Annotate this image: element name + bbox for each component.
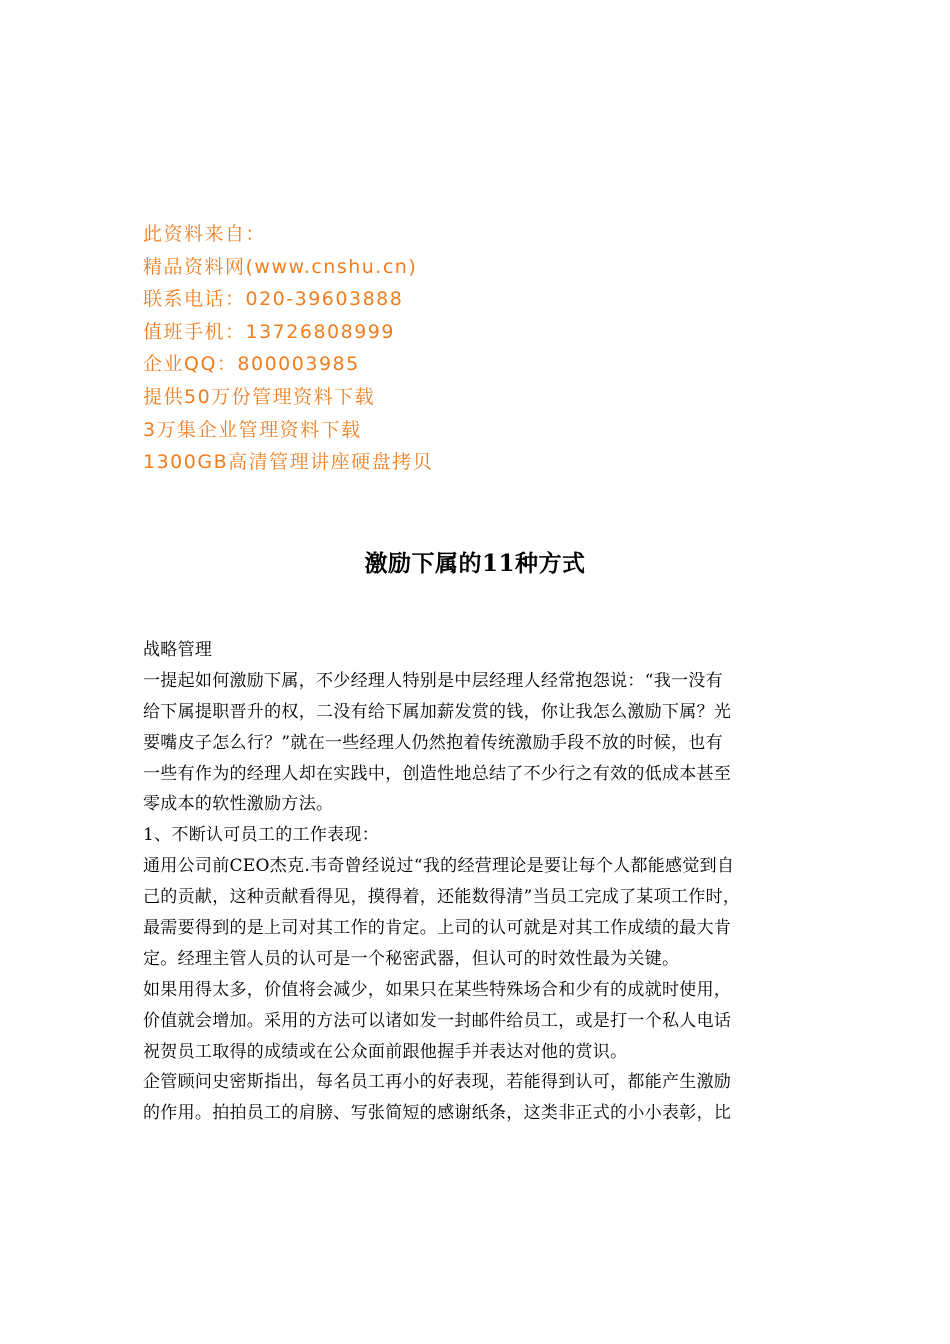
paragraph-line: 如果用得太多，价值将会减少，如果只在某些特殊场合和少有的成就时使用，	[143, 979, 732, 1000]
paragraph-line: 一些有作为的经理人却在实践中，创造性地总结了不少行之有效的低成本甚至	[143, 763, 732, 784]
paragraph-line: 的作用。拍拍员工的肩膀、写张简短的感谢纸条，这类非正式的小小表彰，比	[143, 1103, 732, 1124]
source-line: 精品资料网(www.cnshu.cn)	[143, 255, 418, 278]
source-line: 此资料来自：	[143, 223, 267, 245]
paragraph-line: 定。经理主管人员的认可是一个秘密武器，但认可的时效性最为关键。	[143, 948, 680, 969]
document-title: 激励下属的11种方式	[364, 550, 586, 577]
source-line: 联系电话：020-39603888	[143, 288, 404, 311]
document-body	[143, 635, 813, 1129]
source-line: 提供50万份管理资料下载	[143, 385, 376, 408]
paragraph-line: 零成本的软性激励方法。	[143, 794, 334, 815]
paragraph-line: 最需要得到的是上司对其工作的肯定。上司的认可就是对其工作成绩的最大肯	[143, 918, 732, 939]
source-line: 1300GB高清管理讲座硬盘拷贝	[143, 451, 434, 474]
paragraph-line: 祝贺员工取得的成绩或在公众面前跟他握手并表达对他的赏识。	[143, 1041, 628, 1062]
paragraph-line: 企管顾问史密斯指出，每名员工再小的好表现，若能得到认可，都能产生激励	[143, 1072, 732, 1093]
section-heading: 1、不断认可员工的工作表现：	[143, 825, 380, 846]
paragraph-line: 给下属提职晋升的权，二没有给下属加薪发赏的钱，你让我怎么激励下属？光	[143, 701, 732, 722]
source-line: 3万集企业管理资料下载	[143, 418, 362, 441]
paragraph-line: 要嘴皮子怎么行？”就在一些经理人仍然抱着传统激励手段不放的时候，也有	[143, 732, 723, 753]
paragraph-line: 己的贡献，这种贡献看得见，摸得着，还能数得清”当员工完成了某项工作时，	[143, 887, 741, 908]
paragraph-line: 价值就会增加。采用的方法可以诸如发一封邮件给员工，或是打一个私人电话	[143, 1010, 732, 1031]
source-line: 值班手机：13726808999	[143, 320, 395, 343]
paragraph-line: 一提起如何激励下属，不少经理人特别是中层经理人经常抱怨说：“我一没有	[143, 670, 723, 691]
source-line: 企业QQ：800003985	[143, 353, 360, 376]
paragraph-line: 通用公司前CEO杰克.韦奇曾经说过“我的经营理论是要让每个人都能感觉到自	[143, 856, 735, 877]
source-info-block	[143, 218, 843, 479]
category-label: 战略管理	[143, 640, 213, 660]
